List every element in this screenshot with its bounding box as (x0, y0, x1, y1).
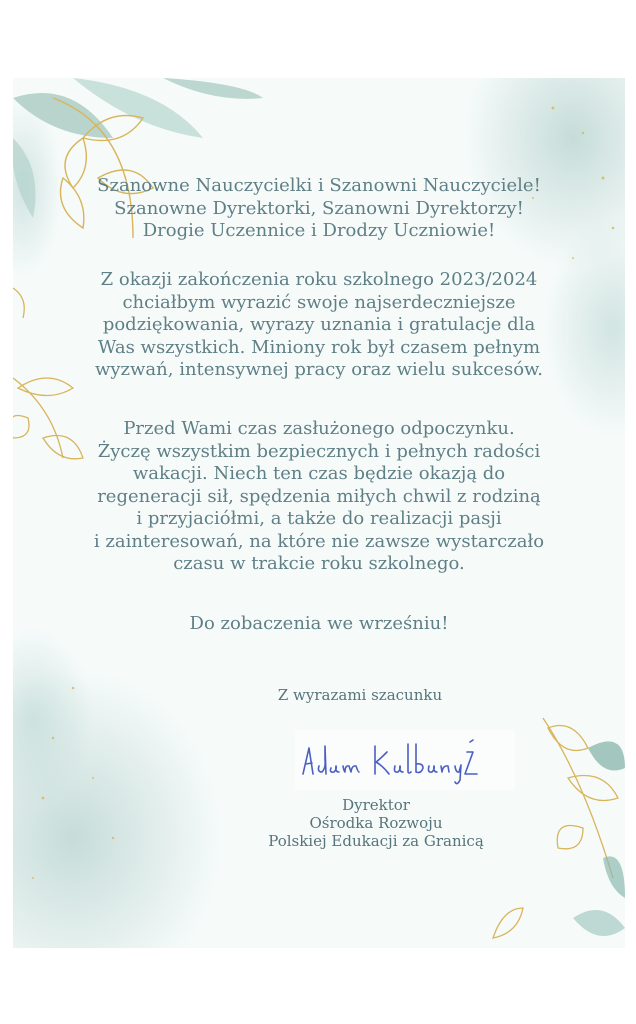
closing-phrase: Z wyrazami szacunku (277, 686, 443, 704)
greeting-line: Szanowne Dyrektorki, Szanowni Dyrektorzy! (114, 197, 524, 219)
greeting (13, 175, 625, 243)
paragraph-thanks (13, 269, 625, 382)
farewell: Do zobaczenia we wrześniu! (189, 613, 449, 634)
greeting-line: Szanowne Nauczycielki i Szanowni Nauczyciele! (97, 175, 541, 196)
signatory-institution: Ośrodka Rozwoju (309, 814, 443, 832)
paragraph-line: Przed Wami czas zasłużonego odpoczynku. (123, 418, 515, 439)
paragraph-line: wakacji. Niech ten czas będzie okazją do (132, 463, 506, 484)
paragraph-line: regeneracji sił, spędzenia miłych chwil z rodziną (97, 485, 541, 507)
paragraph-line: podziękowania, wyrazy uznania i gratulacje dla (102, 314, 536, 335)
signatory-title: Dyrektor (342, 796, 410, 814)
paragraph-line: chciałbym wyrazić swoje najserdeczniejsze (122, 291, 516, 313)
paragraph-line: czasu w trakcie roku szkolnego. (173, 553, 465, 574)
signatory-institution: Polskiej Edukacji za Granicą (268, 832, 484, 850)
paragraph-line: Życzę wszystkim bezpiecznych i pełnych radości (97, 440, 541, 462)
letter-card (13, 78, 625, 948)
paragraph-wishes (13, 418, 625, 576)
paragraph-line: Z okazji zakończenia roku szkolnego 2023/2024 (100, 269, 538, 290)
greeting-line: Drogie Uczennice i Drodzy Uczniowie! (142, 220, 496, 241)
paragraph-line: i przyjaciółmi, a także do realizacji pasji (136, 508, 502, 529)
paragraph-line: wyzwań, intensywnej pracy oraz wielu sukcesów. (94, 359, 544, 380)
signatory (246, 796, 506, 850)
signature-image (295, 730, 515, 790)
paragraph-line: i zainteresowań, na które nie zawsze wystarczało (93, 530, 545, 552)
paragraph-line: Was wszystkich. Miniony rok był czasem pełnym (97, 336, 541, 358)
